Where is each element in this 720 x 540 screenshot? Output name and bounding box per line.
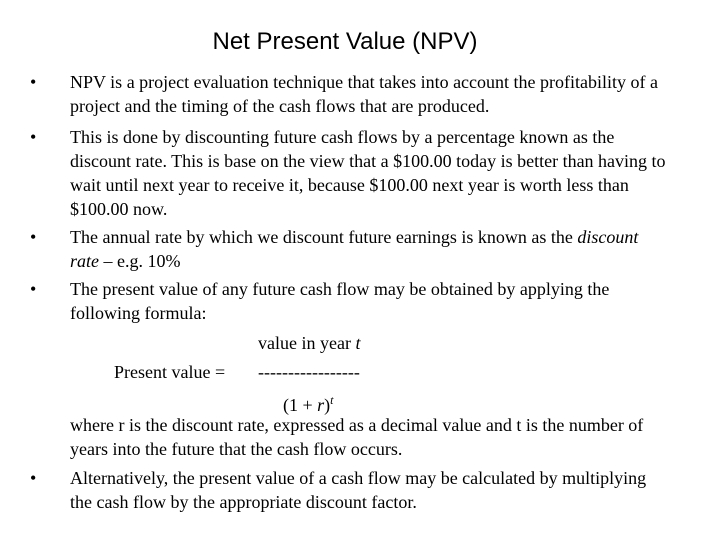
formula-numerator: value in year t bbox=[258, 333, 361, 353]
discount-rate-term: discount rate bbox=[70, 227, 639, 271]
bullet-dot: • bbox=[30, 279, 37, 299]
formula-divider: ----------------- bbox=[258, 362, 360, 382]
bullet-dot: • bbox=[30, 127, 37, 147]
bullet-dot: • bbox=[30, 227, 37, 247]
bullet-text: Alternatively, the present value of a cash flow may be calculated by multiplying the cash flow by the appropriate discount factor. bbox=[70, 468, 647, 512]
bullet-item-discount-rate bbox=[30, 225, 670, 273]
bullet-item-present-value bbox=[30, 277, 670, 325]
bullet-item-npv-definition bbox=[30, 70, 670, 118]
bullet-text: The annual rate by which we discount future earnings is known as the discount rate – e.g. 10% bbox=[70, 227, 639, 271]
bullet-text: NPV is a project evaluation technique that takes into account the profitability of a project and the timing of the cash flows that are produced. bbox=[70, 72, 658, 116]
slide-title: Net Present Value (NPV) bbox=[212, 28, 478, 55]
formula-explanation: where r is the discount rate, expressed as a decimal value and t is the number of years into the future that the cash flow occurs. bbox=[70, 415, 644, 459]
formula-denominator: $(1 + r)^t$ bbox=[283, 393, 334, 415]
bullet-item-discount-factor bbox=[30, 466, 670, 514]
bullet-dot: • bbox=[30, 468, 37, 488]
bullet-text: This is done by discounting future cash flows by a percentage known as the discount rate. This is base on the view that a $100.00 today is better than having to wait until next year to receive it, because $100.00 next year is worth less than $100.00 now. bbox=[70, 127, 666, 219]
bullet-dot: • bbox=[30, 72, 37, 92]
bullet-text: The present value of any future cash flow may be obtained by applying the following formula: bbox=[70, 279, 610, 323]
formula-label: Present value = bbox=[114, 362, 226, 382]
bullet-item-discounting bbox=[30, 125, 670, 221]
